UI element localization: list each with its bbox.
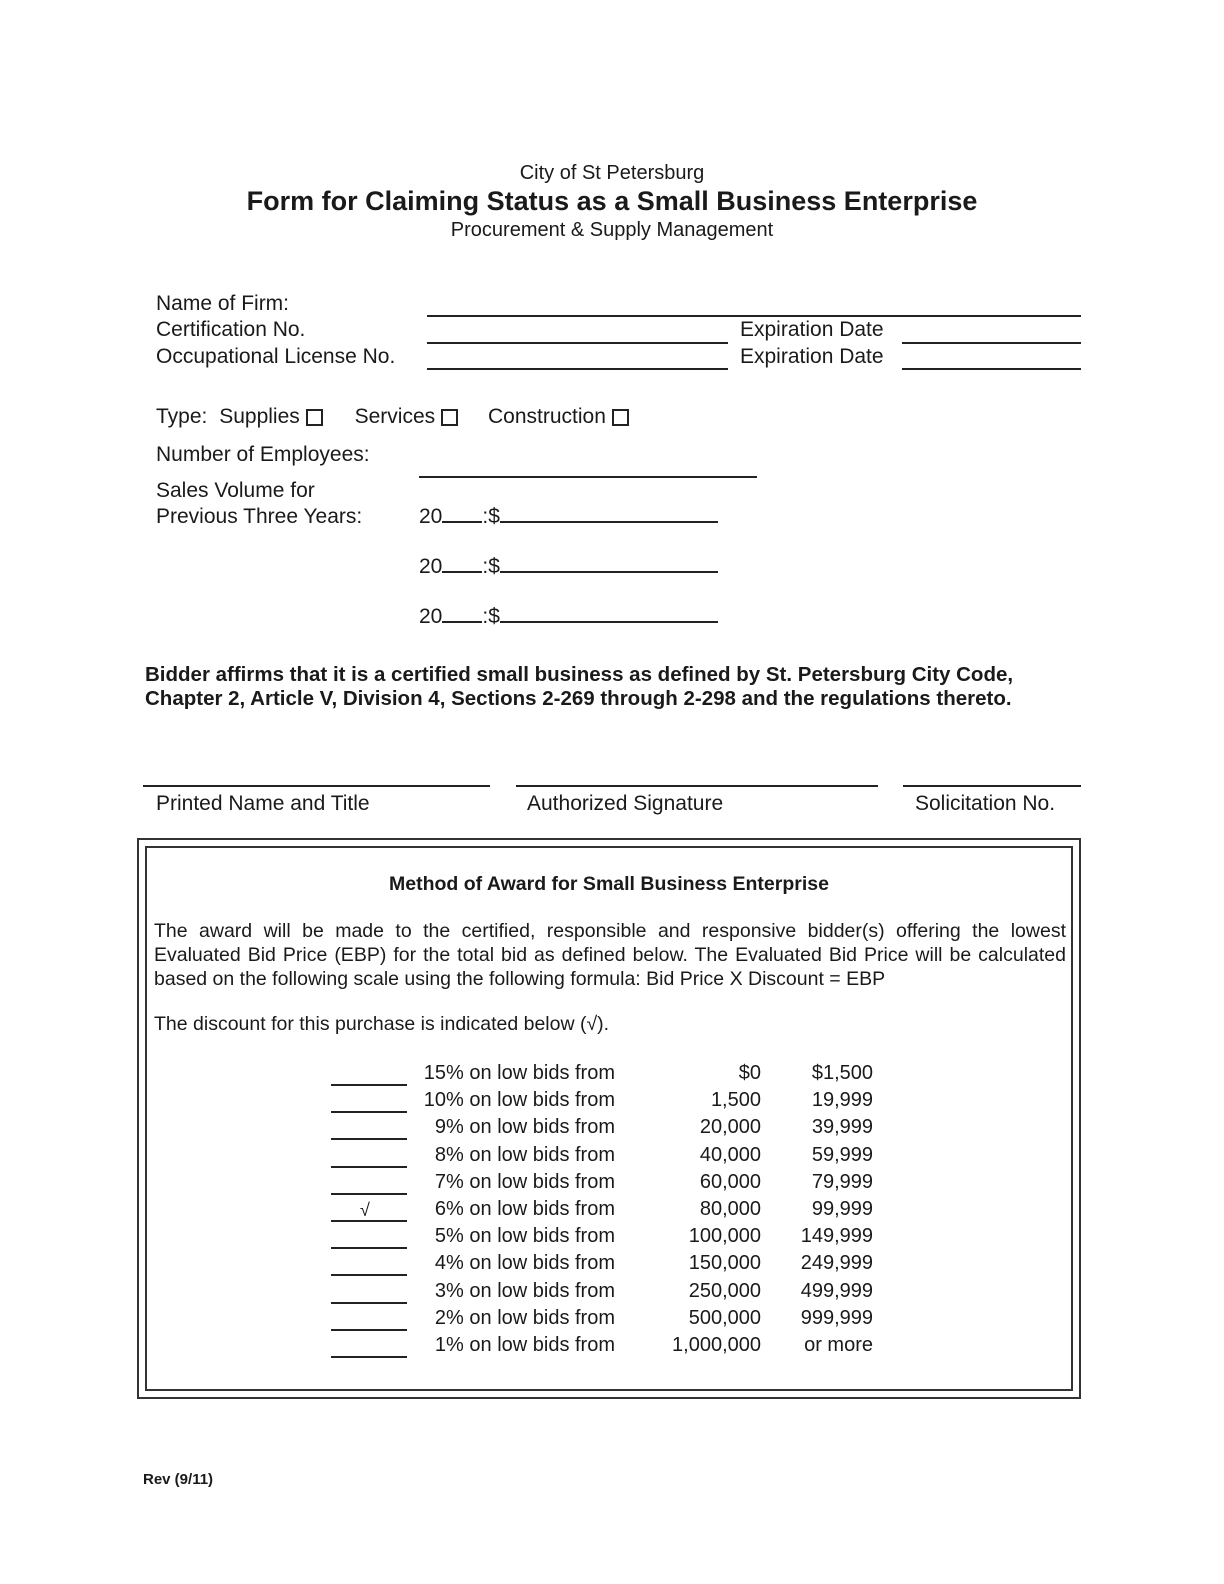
signature-line[interactable]	[516, 785, 878, 787]
bid-from: 250,000	[688, 1279, 761, 1302]
bid-to: 999,999	[800, 1306, 873, 1329]
type-row	[156, 405, 629, 429]
affirmation-text	[145, 663, 1105, 711]
printed-name-line[interactable]	[143, 785, 490, 787]
year-3-field[interactable]	[442, 605, 482, 623]
bid-from: $0	[738, 1062, 761, 1084]
bid-to: 59,999	[811, 1143, 873, 1166]
year-1-field[interactable]	[442, 505, 482, 523]
printed-name-label: Printed Name and Title	[156, 792, 370, 815]
bid-to: 499,999	[800, 1279, 873, 1302]
dollar-sep: :$	[482, 605, 500, 628]
discount-percent: 4% on low bids from	[434, 1252, 615, 1275]
number-of-employees-label: Number of Employees:	[156, 443, 370, 466]
year-prefix: 20	[419, 505, 443, 528]
authorized-signature-label: Authorized Signature	[527, 792, 724, 815]
bid-from: 1,500	[710, 1089, 761, 1112]
construction-checkbox[interactable]	[612, 409, 629, 426]
bid-to: 19,999	[811, 1089, 873, 1112]
discount-mark-line[interactable]	[331, 1356, 407, 1358]
name-of-firm-label: Name of Firm:	[156, 292, 290, 315]
discount-mark-line[interactable]	[331, 1111, 407, 1113]
bid-to: 39,999	[811, 1116, 873, 1139]
bid-to: $1,500	[811, 1062, 873, 1084]
discount-mark-line[interactable]	[331, 1274, 407, 1276]
discount-percent: 6% on low bids from	[434, 1198, 615, 1220]
bid-from: 1,000,000	[672, 1334, 761, 1356]
discount-percent: 5% on low bids from	[434, 1225, 615, 1248]
bid-from: 500,000	[688, 1306, 761, 1329]
department-name: Procurement & Supply Management	[450, 219, 774, 241]
discount-percent: 1% on low bids from	[434, 1334, 615, 1356]
services-checkbox[interactable]	[441, 409, 458, 426]
certification-no-label: Certification No.	[156, 318, 306, 341]
discount-mark-line[interactable]	[331, 1247, 407, 1249]
bid-to: or more	[804, 1334, 873, 1356]
year-2-field[interactable]	[442, 555, 482, 573]
discount-percent: 3% on low bids from	[434, 1279, 615, 1302]
city-name: City of St Petersburg	[519, 162, 705, 184]
discount-mark-line[interactable]	[331, 1302, 407, 1304]
discount-percent: 7% on low bids from	[434, 1170, 615, 1193]
sales-3-field[interactable]	[500, 605, 718, 623]
name-of-firm-field[interactable]	[427, 315, 1081, 317]
method-paragraph: The award will be made to the certified, responsible and responsive bidder(s) offering the lowest Evaluated Bid Price (EBP) for the total bid as defined below. The Evaluated Bid Price will be calculated based on the following scale using the following formula: Bid Price X Discount = EBP	[154, 920, 1066, 990]
discount-mark-line[interactable]	[331, 1138, 407, 1140]
bid-from: 20,000	[699, 1116, 761, 1139]
affirmation-line-2: Chapter 2, Article V, Division 4, Sections 2-269 through 2-298 and the regulations thereto.	[145, 687, 1012, 710]
license-expiration-label: Expiration Date	[740, 345, 884, 368]
dollar-sep: :$	[482, 505, 500, 528]
bid-from: 80,000	[699, 1198, 761, 1220]
discount-note: The discount for this purchase is indicated below (√).	[154, 1013, 610, 1035]
certification-expiration-field[interactable]	[902, 342, 1081, 344]
bid-from: 150,000	[688, 1252, 761, 1275]
sales-volume-label-2: Previous Three Years:	[156, 505, 363, 528]
certification-expiration-label: Expiration Date	[740, 318, 884, 341]
discount-percent: 10% on low bids from	[423, 1089, 615, 1112]
bid-to: 149,999	[800, 1225, 873, 1248]
affirmation-line-1: Bidder affirms that it is a certified small business as defined by St. Petersburg City Code,	[145, 663, 1014, 686]
discount-mark-line[interactable]	[331, 1084, 407, 1086]
check-mark-icon: √	[360, 1200, 370, 1220]
type-construction-label: Construction	[488, 405, 606, 428]
bid-to: 99,999	[811, 1198, 873, 1220]
number-of-employees-field[interactable]	[419, 476, 757, 478]
sales-2-field[interactable]	[500, 555, 718, 573]
bid-from: 60,000	[699, 1170, 761, 1193]
type-supplies-label: Supplies	[219, 405, 300, 428]
form-title: Form for Claiming Status as a Small Business Enterprise	[246, 186, 978, 216]
type-label: Type:	[156, 405, 208, 428]
discount-percent: 8% on low bids from	[434, 1143, 615, 1166]
sales-year-1	[419, 505, 718, 529]
method-title: Method of Award for Small Business Enterprise	[389, 873, 829, 895]
discount-mark-line[interactable]	[331, 1193, 407, 1195]
sales-year-3	[419, 605, 718, 629]
bid-to: 249,999	[800, 1252, 873, 1275]
supplies-checkbox[interactable]	[306, 409, 323, 426]
bid-from: 40,000	[699, 1143, 761, 1166]
discount-percent: 2% on low bids from	[434, 1306, 615, 1329]
license-expiration-field[interactable]	[902, 368, 1081, 370]
solicitation-line[interactable]	[903, 785, 1081, 787]
sales-1-field[interactable]	[500, 505, 718, 523]
bid-from: 100,000	[688, 1225, 761, 1248]
sales-year-2	[419, 555, 718, 579]
year-prefix: 20	[419, 555, 443, 578]
revision-label: Rev (9/11)	[143, 1471, 214, 1488]
occupational-license-field[interactable]	[427, 368, 728, 370]
dollar-sep: :$	[482, 555, 500, 578]
year-prefix: 20	[419, 605, 443, 628]
discount-percent: 9% on low bids from	[434, 1116, 615, 1139]
sales-volume-label-1: Sales Volume for	[156, 479, 315, 502]
certification-no-field[interactable]	[427, 342, 728, 344]
discount-percent: 15% on low bids from	[423, 1062, 615, 1084]
bid-to: 79,999	[811, 1170, 873, 1193]
type-services-label: Services	[354, 405, 436, 428]
occupational-license-label: Occupational License No.	[156, 345, 396, 368]
discount-mark-line[interactable]	[331, 1166, 407, 1168]
solicitation-no-label: Solicitation No.	[915, 792, 1056, 815]
discount-mark-line[interactable]	[331, 1329, 407, 1331]
